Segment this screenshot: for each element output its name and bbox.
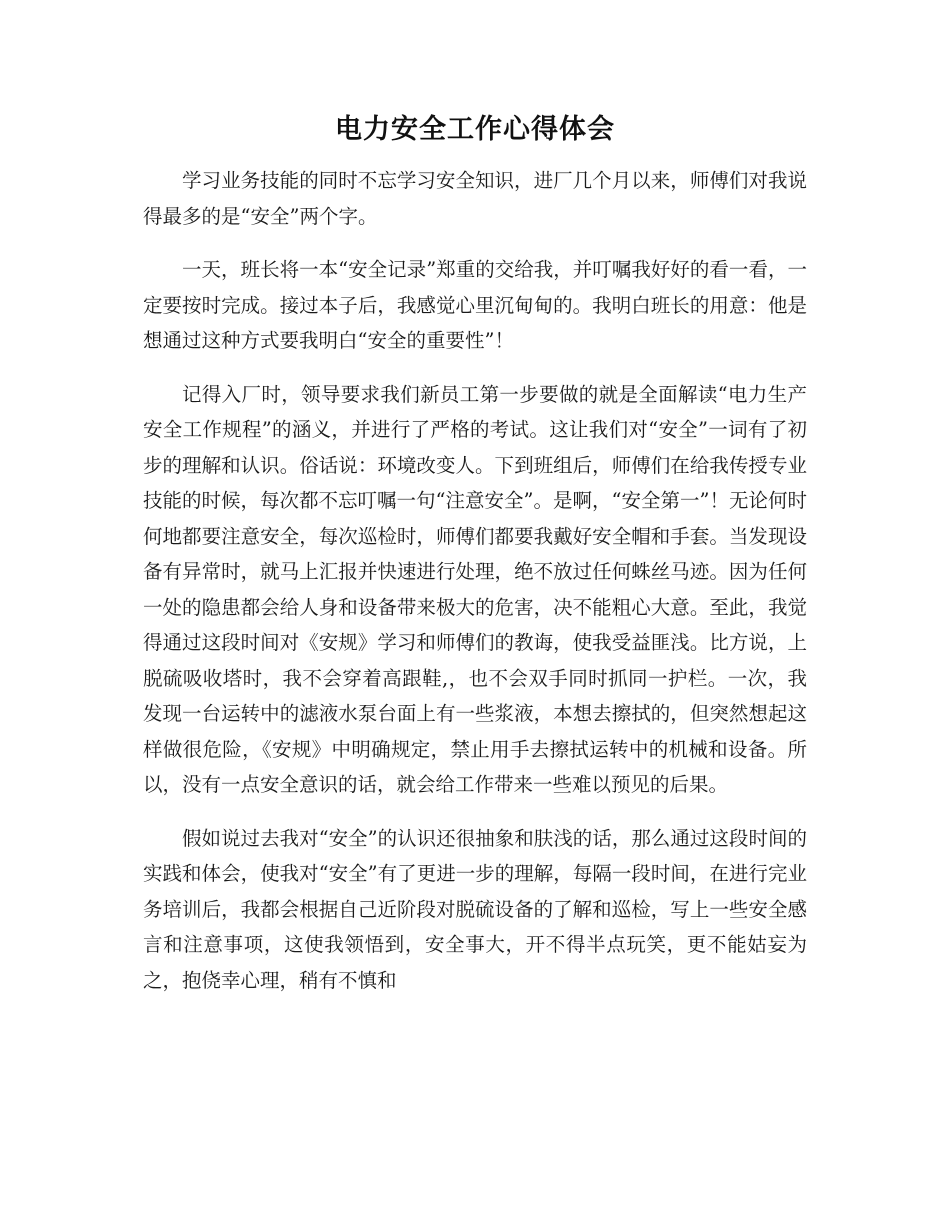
document-body [143, 163, 807, 998]
paragraph-1: 学习业务技能的同时不忘学习安全知识，进厂几个月以来，师傅们对我说得最多的是“安全”两个字。 [143, 169, 807, 228]
document-title: 电力安全工作心得体会 [335, 114, 615, 145]
paragraph-4: 假如说过去我对“安全”的认识还很抽象和肤浅的话，那么通过这段时间的实践和体会，使我对“安全”有了更进一步的理解，每隔一段时间，在进行完业务培训后，我都会根据自己近阶段对脱硫设备的了解和巡检，写上一些安全感言和注意事项，这使我领悟到，安全事大，开不得半点玩笑，更不能姑妄为之，抱侥幸心理，稍有不慎和 [143, 826, 807, 992]
paragraph-2: 一天，班长将一本“安全记录”郑重的交给我，并叮嘱我好好的看一看，一定要按时完成。接过本子后，我感觉心里沉甸甸的。我明白班长的用意：他是想通过这种方式要我明白“安全的重要性”！ [143, 258, 807, 352]
paragraph-3: 记得入厂时，领导要求我们新员工第一步要做的就是全面解读“电力生产安全工作规程”的涵义，并进行了严格的考试。这让我们对“安全”一词有了初步的理解和认识。俗话说：环境改变人。下到班组后，师傅们在给我传授专业技能的时候，每次都不忘叮嘱一句“注意安全”。是啊，“安全第一”！无论何时何地都要注意安全，每次巡检时，师傅们都要我戴好安全帽和手套。当发现设备有异常时，就马上汇报并快速进行处理，绝不放过任何蛛丝马迹。因为任何一处的隐患都会给人身和设备带来极大的危害，决不能粗心大意。至此，我觉得通过这段时间对《安规》学习和师傅们的教诲，使我受益匪浅。比方说，上脱硫吸收塔时，我不会穿着高跟鞋,，也不会双手同时抓同一护栏。一次，我发现一台运转中的滤液水泵台面上有一些浆液，本想去擦拭的，但突然想起这样做很危险，《安规》中明确规定，禁止用手去擦拭运转中的机械和设备。所以，没有一点安全意识的话，就会给工作带来一些难以预见的后果。 [143, 382, 807, 796]
